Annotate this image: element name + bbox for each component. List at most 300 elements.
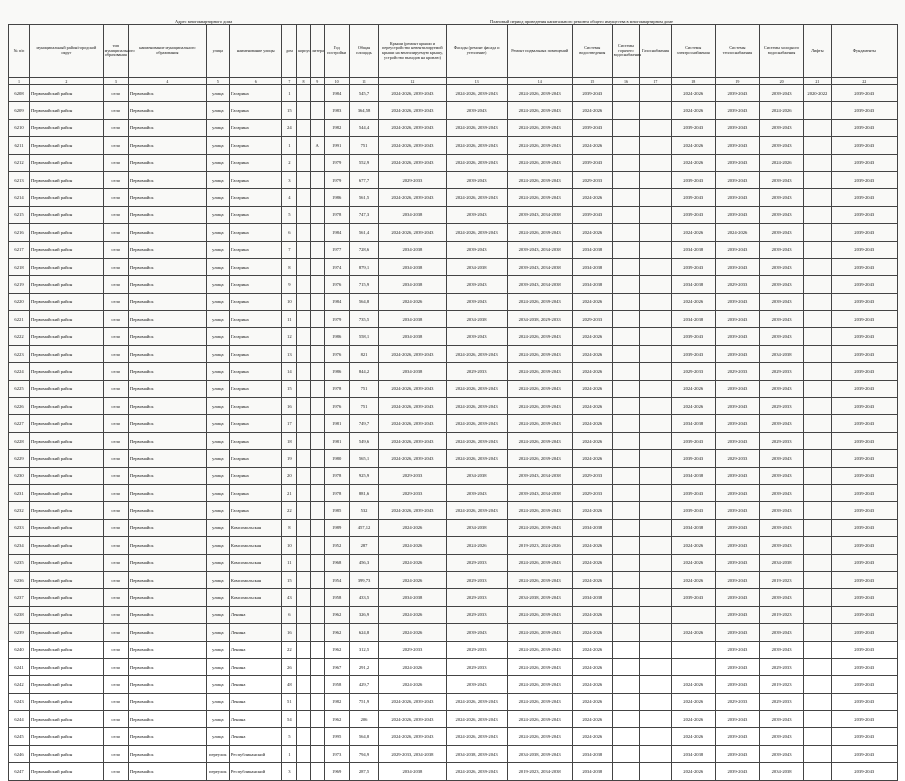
table-cell: Первомайский район: [30, 154, 104, 171]
column-header: Газоснабжения: [640, 25, 672, 78]
table-row: [9, 745, 898, 762]
table-cell: 2029-2033: [572, 484, 612, 501]
table-cell: улица: [206, 119, 229, 136]
table-cell: [297, 328, 311, 345]
table-cell: 6: [282, 606, 297, 623]
column-header: улица: [206, 25, 229, 78]
table-cell: 751: [349, 398, 378, 415]
table-cell: Первомайский район: [30, 380, 104, 397]
table-cell: [804, 258, 831, 275]
table-cell: 2024-2026, 2039-2043: [507, 398, 572, 415]
table-cell: 2024-2026: [671, 137, 715, 154]
table-cell: 4: [282, 189, 297, 206]
table-cell: село: [103, 693, 128, 710]
table-row: [9, 85, 898, 102]
table-cell: улица: [206, 571, 229, 588]
table-cell: [640, 224, 672, 241]
table-cell: Первомайский район: [30, 554, 104, 571]
table-cell: 2034-2038: [671, 415, 715, 432]
table-cell: 2034-2038: [446, 519, 507, 536]
table-cell: Первомайск: [128, 293, 206, 310]
table-cell: село: [103, 537, 128, 554]
table-cell: 2034-2038: [446, 258, 507, 275]
table-row: [9, 432, 898, 449]
table-cell: 2034-2038: [379, 241, 446, 258]
table-cell: 2024-2026: [572, 571, 612, 588]
table-cell: 1962: [324, 606, 349, 623]
table-cell: 48: [282, 676, 297, 693]
table-cell: [612, 606, 639, 623]
table-cell: 10: [282, 537, 297, 554]
table-cell: 15: [282, 102, 297, 119]
table-cell: 6209: [9, 102, 30, 119]
table-cell: 2024-2026, 2039-2043: [507, 502, 572, 519]
table-cell: [804, 641, 831, 658]
table-cell: [310, 519, 324, 536]
table-cell: Гагарина: [229, 276, 282, 293]
table-cell: 2039-2043: [671, 206, 715, 223]
table-cell: 2024-2026, 2039-2043: [507, 554, 572, 571]
table-cell: [640, 241, 672, 258]
table-cell: Первомайский район: [30, 345, 104, 362]
table-cell: 2039-2043: [715, 467, 759, 484]
column-header: Общая площадь: [349, 25, 378, 78]
table-cell: [804, 206, 831, 223]
table-cell: 6216: [9, 224, 30, 241]
table-cell: село: [103, 293, 128, 310]
address-group-title: Адрес многоквартирного дома: [175, 19, 233, 24]
table-cell: 2039-2043: [831, 311, 897, 328]
table-cell: 2024-2026, 2039-2043: [507, 571, 572, 588]
table-cell: 728,6: [349, 241, 378, 258]
table-cell: [612, 293, 639, 310]
table-cell: 2039-2043: [671, 589, 715, 606]
table-cell: Первомайск: [128, 189, 206, 206]
table-cell: 2024-2026, 2039-2043: [507, 85, 572, 102]
table-cell: [612, 102, 639, 119]
table-cell: Гагарина: [229, 328, 282, 345]
table-cell: 2039-2043: [715, 415, 759, 432]
table-row: [9, 589, 898, 606]
table-cell: 6221: [9, 311, 30, 328]
table-cell: 2024-2026: [715, 224, 759, 241]
table-row: [9, 693, 898, 710]
table-cell: Первомайский район: [30, 450, 104, 467]
table-cell: Первомайск: [128, 693, 206, 710]
table-cell: 2039-2043: [831, 398, 897, 415]
table-cell: 19: [282, 450, 297, 467]
table-cell: 2024-2026: [671, 554, 715, 571]
table-cell: 2039-2043: [831, 450, 897, 467]
table-cell: [310, 589, 324, 606]
table-cell: 2039-2043: [671, 119, 715, 136]
table-cell: [804, 745, 831, 762]
table-cell: 2039-2043: [831, 728, 897, 745]
table-cell: 2039-2043: [572, 119, 612, 136]
table-cell: [640, 154, 672, 171]
table-row: [9, 380, 898, 397]
table-cell: 2029-2033: [379, 171, 446, 188]
table-cell: улица: [206, 450, 229, 467]
table-cell: Первомайский район: [30, 502, 104, 519]
table-cell: 2039-2043: [715, 380, 759, 397]
table-cell: 1977: [324, 241, 349, 258]
table-cell: 2039-2043: [715, 432, 759, 449]
table-cell: 2039-2043: [446, 206, 507, 223]
table-cell: улица: [206, 658, 229, 675]
table-cell: 1: [282, 85, 297, 102]
table-cell: 6240: [9, 641, 30, 658]
table-cell: 2024-2026: [671, 293, 715, 310]
table-cell: 6246: [9, 745, 30, 762]
table-cell: село: [103, 467, 128, 484]
table-cell: 2024-2026: [671, 85, 715, 102]
table-cell: село: [103, 85, 128, 102]
table-cell: 6235: [9, 554, 30, 571]
table-cell: 2039-2043: [760, 311, 804, 328]
table-cell: 1958: [324, 676, 349, 693]
table-cell: [310, 171, 324, 188]
table-cell: улица: [206, 258, 229, 275]
table-cell: 1954: [324, 571, 349, 588]
table-cell: Первомайск: [128, 745, 206, 762]
table-cell: 6229: [9, 450, 30, 467]
table-cell: Первомайск: [128, 606, 206, 623]
table-cell: улица: [206, 519, 229, 536]
table-cell: 565,1: [349, 450, 378, 467]
table-cell: 2029-2033: [572, 467, 612, 484]
table-cell: 2034-2038: [379, 311, 446, 328]
table-cell: 1978: [324, 380, 349, 397]
table-cell: Гагарина: [229, 345, 282, 362]
table-cell: 1991: [324, 137, 349, 154]
column-number: 6: [229, 78, 282, 85]
table-cell: 2024-2026, 2039-2043: [379, 102, 446, 119]
table-cell: Первомайский район: [30, 206, 104, 223]
table-cell: 2039-2043: [446, 328, 507, 345]
table-cell: 2039-2043: [446, 676, 507, 693]
table-cell: Гагарина: [229, 450, 282, 467]
table-cell: [804, 224, 831, 241]
table-cell: Первомайск: [128, 624, 206, 641]
table-cell: 13: [282, 345, 297, 362]
table-row: [9, 502, 898, 519]
table-cell: Первомайск: [128, 380, 206, 397]
table-cell: 2039-2043: [831, 484, 897, 501]
table-cell: [804, 137, 831, 154]
table-cell: 549,6: [349, 432, 378, 449]
table-cell: 2024-2026: [572, 398, 612, 415]
table-cell: село: [103, 745, 128, 762]
table-cell: [612, 206, 639, 223]
table-cell: [310, 658, 324, 675]
table-cell: Гагарина: [229, 154, 282, 171]
table-cell: 2029-2033, 2034-2038: [379, 745, 446, 762]
table-cell: Комсомольская: [229, 537, 282, 554]
table-cell: Первомайск: [128, 137, 206, 154]
table-cell: 2039-2043: [831, 589, 897, 606]
table-cell: [804, 415, 831, 432]
table-cell: село: [103, 171, 128, 188]
table-cell: [640, 276, 672, 293]
table-cell: 2039-2043: [446, 276, 507, 293]
table-cell: 2039-2043: [831, 258, 897, 275]
table-cell: [612, 502, 639, 519]
table-cell: 624,8: [349, 624, 378, 641]
table-cell: 2024-2026, 2039-2043: [507, 345, 572, 362]
table-cell: 2039-2043: [760, 745, 804, 762]
table-cell: [612, 224, 639, 241]
table-cell: 21: [282, 484, 297, 501]
table-cell: 925,9: [349, 467, 378, 484]
table-cell: 2024-2026, 2039-2043: [507, 363, 572, 380]
table-cell: 2034-2038: [572, 763, 612, 780]
table-cell: Первомайск: [128, 311, 206, 328]
table-cell: 2029-2033: [760, 363, 804, 380]
table-cell: Ленина: [229, 693, 282, 710]
table-cell: 2034-2038: [760, 345, 804, 362]
table-cell: 429,7: [349, 676, 378, 693]
table-cell: 2039-2043: [715, 519, 759, 536]
table-cell: Первомайский район: [30, 606, 104, 623]
table-cell: Гагарина: [229, 85, 282, 102]
table-cell: 2039-2043: [831, 537, 897, 554]
table-cell: 2024-2026, 2039-2043: [446, 693, 507, 710]
table-cell: 2029-2033: [446, 606, 507, 623]
table-cell: 1962: [324, 624, 349, 641]
table-cell: 2039-2043: [760, 589, 804, 606]
table-cell: 2024-2026, 2039-2043: [379, 711, 446, 728]
table-cell: [310, 763, 324, 780]
table-cell: 6219: [9, 276, 30, 293]
table-cell: село: [103, 606, 128, 623]
table-cell: [297, 189, 311, 206]
table-cell: село: [103, 102, 128, 119]
table-cell: 2039-2043: [715, 763, 759, 780]
table-cell: [310, 293, 324, 310]
table-cell: 6234: [9, 537, 30, 554]
table-row: [9, 554, 898, 571]
table-cell: А: [310, 137, 324, 154]
table-cell: 749,7: [349, 415, 378, 432]
table-cell: село: [103, 345, 128, 362]
table-cell: 15: [282, 380, 297, 397]
table-cell: 2024-2026: [572, 502, 612, 519]
table-cell: 2039-2043: [831, 119, 897, 136]
table-cell: 1979: [324, 154, 349, 171]
table-cell: 2039-2043: [760, 137, 804, 154]
table-cell: село: [103, 554, 128, 571]
table-cell: 2024-2026, 2039-2043: [379, 345, 446, 362]
table-cell: Гагарина: [229, 206, 282, 223]
table-cell: [671, 606, 715, 623]
table-cell: [297, 171, 311, 188]
table-cell: 2034-2038: [379, 363, 446, 380]
table-cell: 2019-2023: [760, 606, 804, 623]
table-cell: Первомайский район: [30, 241, 104, 258]
table-cell: 2039-2043: [831, 85, 897, 102]
table-cell: [297, 658, 311, 675]
table-cell: 2024-2026, 2039-2043: [379, 137, 446, 154]
table-cell: улица: [206, 189, 229, 206]
table-cell: 6210: [9, 119, 30, 136]
column-number: 3: [103, 78, 128, 85]
table-cell: [804, 293, 831, 310]
table-cell: [297, 519, 311, 536]
table-cell: Гагарина: [229, 137, 282, 154]
table-cell: улица: [206, 415, 229, 432]
table-cell: 1973: [324, 745, 349, 762]
table-cell: 2024-2026: [572, 363, 612, 380]
table-cell: Гагарина: [229, 398, 282, 415]
table-cell: [612, 363, 639, 380]
table-cell: 821: [349, 345, 378, 362]
table-cell: 456,3: [349, 554, 378, 571]
table-cell: Комсомольская: [229, 554, 282, 571]
table-cell: 1979: [324, 311, 349, 328]
table-cell: 2039-2043: [446, 102, 507, 119]
table-cell: [612, 189, 639, 206]
table-cell: 2024-2026: [671, 728, 715, 745]
table-cell: [310, 693, 324, 710]
table-cell: [297, 676, 311, 693]
table-cell: 2024-2026: [379, 571, 446, 588]
table-cell: [612, 519, 639, 536]
table-cell: улица: [206, 589, 229, 606]
table-cell: [310, 450, 324, 467]
table-cell: [671, 658, 715, 675]
table-cell: улица: [206, 398, 229, 415]
table-cell: [612, 137, 639, 154]
table-cell: 1981: [324, 432, 349, 449]
table-cell: [612, 658, 639, 675]
table-cell: улица: [206, 484, 229, 501]
table-cell: [297, 241, 311, 258]
repair-schedule-table: [8, 24, 898, 781]
table-cell: 2034-2038: [671, 519, 715, 536]
table-cell: 2039-2043: [831, 554, 897, 571]
table-cell: 2039-2043: [831, 380, 897, 397]
table-cell: 2024-2026: [760, 102, 804, 119]
table-cell: Первомайск: [128, 224, 206, 241]
table-cell: 2029-2033: [760, 432, 804, 449]
table-cell: 2024-2026: [671, 537, 715, 554]
column-header: Фасады (ремонт фасада и утепление): [446, 25, 507, 78]
table-cell: 2039-2043: [760, 224, 804, 241]
table-cell: Первомайск: [128, 676, 206, 693]
table-cell: 2039-2043, 2034-2038: [507, 467, 572, 484]
table-cell: 2024-2026, 2039-2043: [507, 154, 572, 171]
table-cell: [804, 102, 831, 119]
table-cell: улица: [206, 154, 229, 171]
table-cell: село: [103, 450, 128, 467]
column-header: муниципальный район/городской округ: [30, 25, 104, 78]
table-cell: 2024-2026: [671, 693, 715, 710]
table-cell: 2024-2026, 2039-2043: [446, 450, 507, 467]
table-cell: [640, 606, 672, 623]
table-row: [9, 537, 898, 554]
table-cell: село: [103, 380, 128, 397]
table-cell: Первомайск: [128, 502, 206, 519]
table-cell: 2024-2026, 2039-2043: [507, 624, 572, 641]
table-cell: 2024-2026: [671, 154, 715, 171]
table-cell: 2024-2026, 2039-2043: [379, 154, 446, 171]
table-row: [9, 571, 898, 588]
table-cell: 751,9: [349, 693, 378, 710]
table-cell: Первомайский район: [30, 102, 104, 119]
table-cell: 2024-2026, 2039-2043: [507, 676, 572, 693]
table-cell: улица: [206, 676, 229, 693]
column-number: 18: [671, 78, 715, 85]
table-cell: Первомайск: [128, 102, 206, 119]
table-cell: 2039-2043: [831, 415, 897, 432]
table-cell: улица: [206, 276, 229, 293]
table-cell: 6218: [9, 258, 30, 275]
table-cell: 2024-2026: [572, 293, 612, 310]
table-cell: Гагарина: [229, 171, 282, 188]
table-cell: Первомайск: [128, 641, 206, 658]
table-cell: [804, 554, 831, 571]
table-cell: 2034-2038, 2039-2043: [446, 745, 507, 762]
table-cell: [297, 85, 311, 102]
table-row: [9, 206, 898, 223]
table-cell: 2039-2043: [715, 241, 759, 258]
table-cell: 2039-2043: [715, 589, 759, 606]
table-cell: 2039-2043: [715, 258, 759, 275]
table-cell: Ленина: [229, 606, 282, 623]
table-cell: 2024-2026: [671, 711, 715, 728]
table-cell: село: [103, 676, 128, 693]
table-cell: 2039-2043: [831, 676, 897, 693]
table-cell: 2039-2043: [760, 189, 804, 206]
table-cell: 552,9: [349, 154, 378, 171]
table-cell: 2024-2026: [572, 432, 612, 449]
table-cell: Ленина: [229, 676, 282, 693]
table-cell: 2029-2033: [446, 571, 507, 588]
table-cell: [612, 589, 639, 606]
table-cell: [297, 258, 311, 275]
table-cell: Первомайск: [128, 345, 206, 362]
table-cell: 2034-2038, 2039-2043: [507, 745, 572, 762]
table-cell: 2039-2043: [831, 137, 897, 154]
table-cell: 15: [282, 571, 297, 588]
table-cell: 20: [282, 467, 297, 484]
table-cell: [640, 380, 672, 397]
table-row: [9, 119, 898, 136]
table-cell: 6233: [9, 519, 30, 536]
table-cell: [310, 380, 324, 397]
table-cell: [640, 537, 672, 554]
table-cell: [804, 589, 831, 606]
table-cell: улица: [206, 432, 229, 449]
table-cell: [804, 571, 831, 588]
table-cell: [804, 519, 831, 536]
table-cell: 2039-2043: [671, 258, 715, 275]
table-cell: 2039-2043: [671, 328, 715, 345]
table-cell: [310, 328, 324, 345]
table-cell: Первомайский район: [30, 571, 104, 588]
table-cell: 6239: [9, 624, 30, 641]
table-cell: 364,58: [349, 102, 378, 119]
table-cell: [640, 102, 672, 119]
table-cell: 2029-2033: [715, 693, 759, 710]
column-header: Системы электроснабжения: [671, 25, 715, 78]
table-cell: Первомайский район: [30, 519, 104, 536]
table-cell: село: [103, 398, 128, 415]
table-cell: 2024-2026: [572, 137, 612, 154]
table-cell: [804, 467, 831, 484]
table-cell: [804, 311, 831, 328]
